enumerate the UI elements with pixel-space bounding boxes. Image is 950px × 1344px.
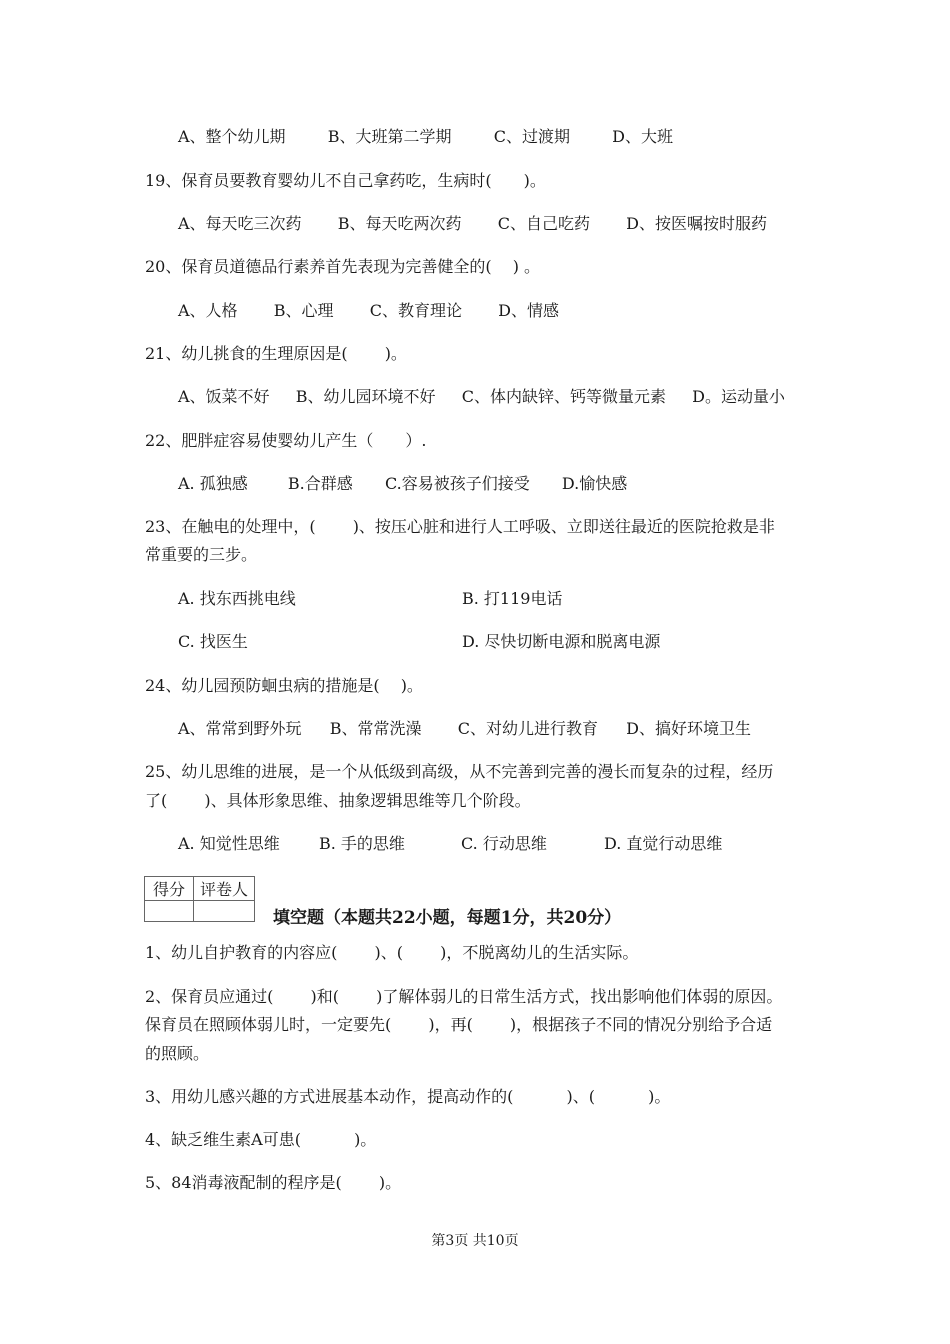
- q21-option-c: C、体内缺锌、钙等微量元素: [461, 387, 666, 406]
- q21-option-d: D。运动量小: [692, 387, 785, 406]
- q24-option-a: A、常常到野外玩: [178, 719, 302, 738]
- q23-option-d: D. 尽快切断电源和脱离电源: [462, 632, 661, 651]
- q18-option-d: D、大班: [612, 127, 673, 146]
- q24-option-c: C、对幼儿进行教育: [457, 719, 598, 738]
- q19-option-a: A、每天吃三次药: [178, 214, 302, 233]
- grader-cell: [194, 901, 255, 922]
- fill-q2-line-2: 保育员在照顾体弱儿时，一定要先( )，再( )，根据孩子不同的情况分别给予合适: [145, 1015, 773, 1034]
- q20-option-d: D、情感: [498, 301, 559, 320]
- q19-option-c: C、自己吃药: [497, 214, 590, 233]
- fill-q2-line-1: 2、保育员应通过( )和( )了解体弱儿的日常生活方式，找出影响他们体弱的原因。: [145, 987, 783, 1006]
- q18-options: [178, 127, 673, 147]
- q18-option-c: C、过渡期: [493, 127, 570, 146]
- q22-options: [178, 474, 627, 494]
- fill-q4: 4、缺乏维生素A可患( )。: [145, 1130, 377, 1149]
- q22-option-a: A. 孤独感: [178, 474, 248, 493]
- q22-option-d: D.愉快感: [561, 474, 628, 493]
- q18-option-a: A、整个幼儿期: [178, 127, 286, 146]
- q22-option-b: B.合群感: [287, 474, 353, 493]
- q18-option-b: B、大班第二学期: [327, 127, 452, 146]
- q24-option-d: D、搞好环境卫生: [626, 719, 751, 738]
- q25-option-a: A. 知觉性思维: [178, 834, 280, 853]
- q23-stem-line-1: 23、在触电的处理中，( )、按压心脏和进行人工呼吸、立即送往最近的医院抢救是非: [145, 517, 775, 536]
- q19-options: [178, 214, 767, 234]
- q23-stem-line-2: 常重要的三步。: [145, 545, 258, 564]
- q20-stem: 20、保育员道德品行素养首先表现为完善健全的( ) 。: [145, 257, 541, 276]
- fill-q2-line-3: 的照顾。: [145, 1044, 210, 1063]
- q25-stem-line-2: 了( )、具体形象思维、抽象逻辑思维等几个阶段。: [145, 791, 531, 810]
- q25-stem-line-1: 25、幼儿思维的进展，是一个从低级到高级，从不完善到完善的漫长而复杂的过程，经历: [145, 762, 774, 781]
- q19-option-d: D、按医嘱按时服药: [626, 214, 767, 233]
- q22-option-c: C.容易被孩子们接受: [384, 474, 530, 493]
- q21-options: [178, 387, 785, 407]
- q25-option-d: D. 直觉行动思维: [604, 834, 723, 853]
- q19-option-b: B、每天吃两次药: [337, 214, 462, 233]
- q19-stem: 19、保育员要教育婴幼儿不自己拿药吃，生病时( )。: [145, 171, 546, 190]
- q23-option-a: A. 找东西挑电线: [178, 589, 296, 608]
- score-header: 得分: [145, 877, 194, 901]
- q20-options: [178, 301, 559, 321]
- q22-stem: 22、肥胖症容易使婴幼儿产生（ ）.: [145, 431, 427, 450]
- fill-q3: 3、用幼儿感兴趣的方式进展基本动作，提高动作的( )、( )。: [145, 1087, 671, 1106]
- q25-option-c: C. 行动思维: [461, 834, 547, 853]
- q21-option-b: B、幼儿园环境不好: [295, 387, 436, 406]
- q25-option-b: B. 手的思维: [319, 834, 405, 853]
- q24-option-b: B、常常洗澡: [329, 719, 422, 738]
- q23-option-b: B. 打119电话: [462, 589, 563, 608]
- q24-options: [178, 719, 751, 739]
- score-table: [144, 876, 255, 922]
- q20-option-b: B、心理: [273, 301, 334, 320]
- q20-option-a: A、人格: [178, 301, 238, 320]
- page-footer: 第3页 共10页: [431, 1233, 519, 1249]
- fill-q5: 5、84消毒液配制的程序是( )。: [145, 1173, 402, 1192]
- grader-header: 评卷人: [194, 877, 255, 901]
- fill-q1: 1、幼儿自护教育的内容应( )、( )，不脱离幼儿的生活实际。: [145, 943, 639, 962]
- q21-option-a: A、饭菜不好: [178, 387, 270, 406]
- q24-stem: 24、幼儿园预防蛔虫病的措施是( )。: [145, 676, 423, 695]
- section-title: 填空题（本题共22小题，每题1分，共20分）: [273, 908, 622, 928]
- q23-option-c: C. 找医生: [178, 632, 248, 651]
- score-cell: [145, 901, 194, 922]
- q21-stem: 21、幼儿挑食的生理原因是( )。: [145, 344, 407, 363]
- q20-option-c: C、教育理论: [369, 301, 462, 320]
